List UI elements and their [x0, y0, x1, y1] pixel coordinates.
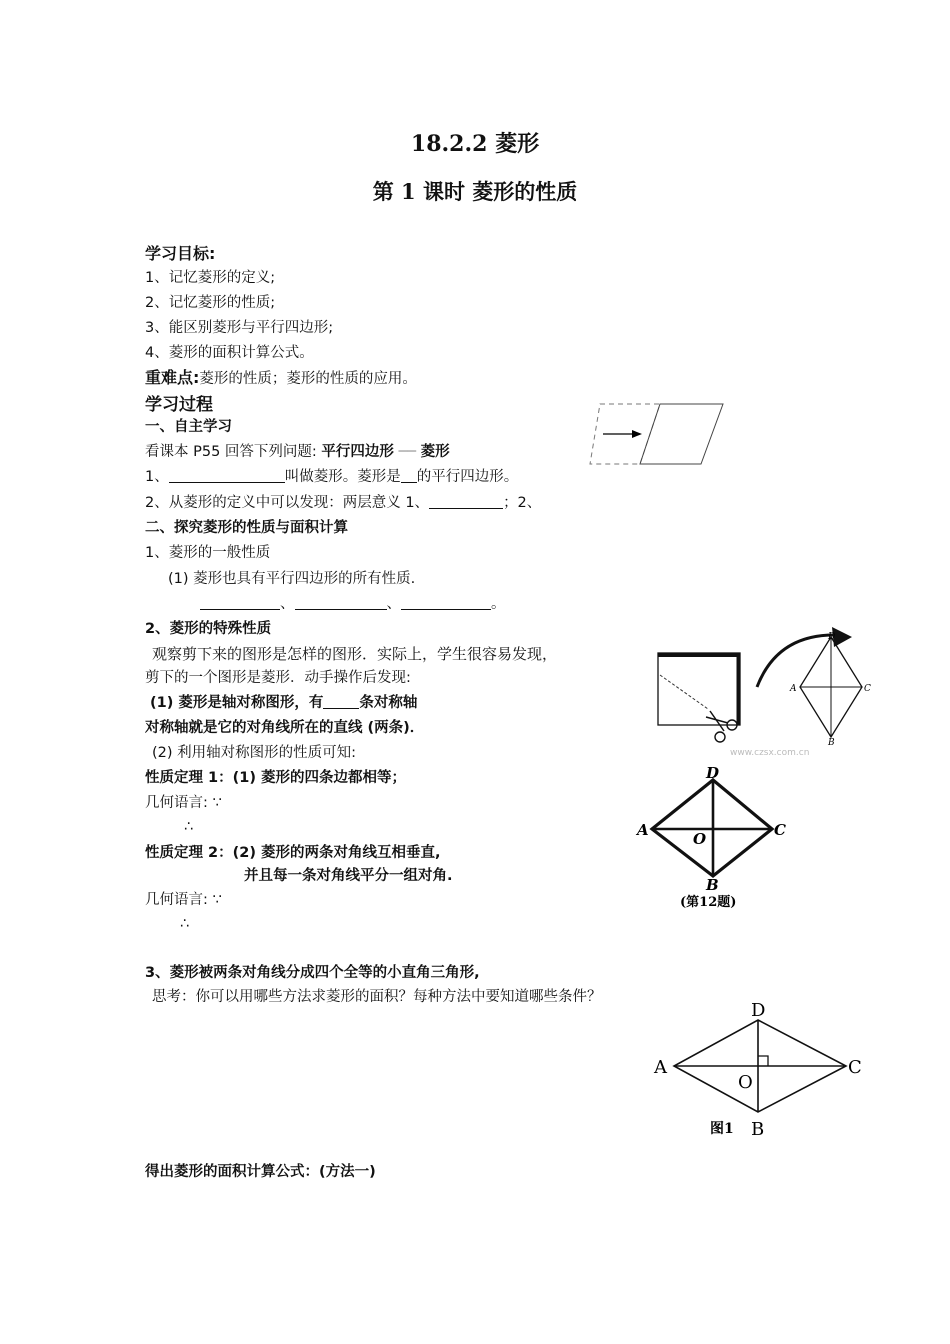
goal-item: 4、菱形的面积计算公式。 — [145, 345, 314, 361]
theorem-2b: 并且每一条对角线平分一组对角. — [244, 868, 453, 884]
geometry-language: 几何语言: ∵ — [145, 892, 222, 908]
key-points-label: 重难点: — [145, 368, 200, 387]
center-label: O — [738, 1072, 753, 1093]
vertex-label: B — [828, 738, 835, 748]
vertex-label: C — [774, 821, 786, 839]
rhombus-abcd-figure — [632, 764, 797, 910]
q2-text: 2、从菱形的定义中可以发现：两层意义 1、 — [145, 495, 430, 511]
use-symmetry: (2) 利用轴对称图形的性质可知: — [152, 745, 357, 761]
part2-heading: 二、探究菱形的性质与面积计算 — [145, 520, 348, 536]
part-3-statement: 3、菱形被两条对角线分成四个全等的小直角三角形, — [145, 965, 480, 981]
part1-heading: 一、自主学习 — [145, 419, 232, 435]
q2-end: ；2、 — [503, 495, 542, 511]
watermark: www.czsx.com.cn — [730, 748, 810, 758]
area-formula-heading: 得出菱形的面积计算公式：(方法一) — [145, 1164, 376, 1180]
intro-text: 看课本 P55 回答下列问题: — [145, 444, 317, 460]
figure-caption: 图1 — [710, 1121, 734, 1137]
page-subtitle: 第 1 课时 菱形的性质 — [372, 179, 578, 204]
observe-line-1: 观察剪下来的图形是怎样的图形．实际上，学生很容易发现， — [152, 645, 558, 663]
right-angle-mark — [758, 1056, 768, 1066]
scissors-icon — [706, 711, 737, 742]
axis-text-a: (1) 菱形是轴对称图形，有 — [150, 695, 324, 711]
answer-blank[interactable] — [169, 468, 285, 483]
vertex-label: C — [864, 684, 871, 694]
center-label: O — [693, 830, 707, 848]
separator: 、 — [386, 596, 401, 612]
vertex-label: D — [751, 1000, 766, 1021]
theorem-1: 性质定理 1：(1) 菱形的四条边都相等； — [145, 770, 407, 786]
answer-blank[interactable] — [323, 694, 359, 709]
goal-item: 3、能区别菱形与平行四边形; — [145, 320, 334, 336]
process-heading: 学习过程 — [145, 395, 213, 415]
answer-blank[interactable] — [401, 595, 491, 610]
general-property-1: (1) 菱形也具有平行四边形的所有性质. — [168, 571, 416, 587]
end-mark: 。 — [491, 596, 506, 612]
general-blanks — [200, 594, 506, 614]
therefore-symbol: ∴ — [184, 819, 194, 835]
answer-blank[interactable] — [200, 595, 280, 610]
q1-mid: 叫做菱形。菱形是 — [284, 469, 401, 485]
theorem-2a: 性质定理 2：(2) 菱形的两条对角线互相垂直, — [145, 845, 441, 861]
figure-caption: (第12题) — [680, 895, 737, 910]
answer-blank[interactable] — [295, 595, 387, 610]
goal-item: 1、记忆菱形的定义; — [145, 270, 276, 286]
paper-cutting-figure — [652, 625, 871, 758]
answer-blank[interactable] — [429, 494, 503, 509]
general-properties: 1、菱形的一般性质 — [145, 545, 271, 561]
question-2 — [145, 493, 541, 513]
figure-1-rhombus — [650, 996, 870, 1141]
vertex-label: A — [637, 821, 649, 839]
part1-intro — [145, 442, 450, 462]
vertex-label: D — [828, 632, 836, 642]
key-points-text: 菱形的性质；菱形的性质的应用。 — [199, 371, 417, 387]
goals-heading: 学习目标: — [145, 244, 216, 263]
axis-text-b: 条对称轴 — [359, 695, 418, 711]
question-1 — [145, 467, 518, 487]
arrow-dash: ── — [398, 444, 416, 460]
q1-end: 的平行四边形。 — [416, 469, 519, 485]
goal-item: 2、记忆菱形的性质; — [145, 295, 276, 311]
observe-line-2: 剪下的一个图形是菱形．动手操作后发现: — [145, 670, 411, 686]
vertex-label: B — [751, 1119, 765, 1140]
vertex-label: D — [706, 764, 720, 782]
rhombus-word: 菱形 — [420, 444, 450, 460]
answer-blank[interactable] — [401, 468, 417, 483]
special-properties: 2、菱形的特殊性质 — [145, 621, 272, 637]
axis-note: 对称轴就是它的对角线所在的直线 (两条)． — [145, 720, 425, 736]
think-question: 思考：你可以用哪些方法求菱形的面积？每种方法中要知道哪些条件？ — [152, 989, 602, 1005]
q1-prefix: 1、 — [145, 469, 169, 485]
vertex-label: B — [706, 876, 719, 894]
axis-statement — [150, 693, 417, 713]
parallelogram-word: 平行四边形 — [321, 444, 394, 460]
vertex-label: A — [654, 1057, 667, 1078]
separator: 、 — [280, 596, 295, 612]
key-points — [145, 368, 417, 389]
geometry-language: 几何语言: ∵ — [145, 795, 222, 811]
page-title: 18.2.2 菱形 — [410, 131, 540, 157]
therefore-symbol: ∴ — [180, 916, 190, 932]
vertex-label: C — [848, 1057, 862, 1078]
vertex-label: A — [790, 684, 797, 694]
parallelogram-fold-figure — [588, 402, 728, 466]
